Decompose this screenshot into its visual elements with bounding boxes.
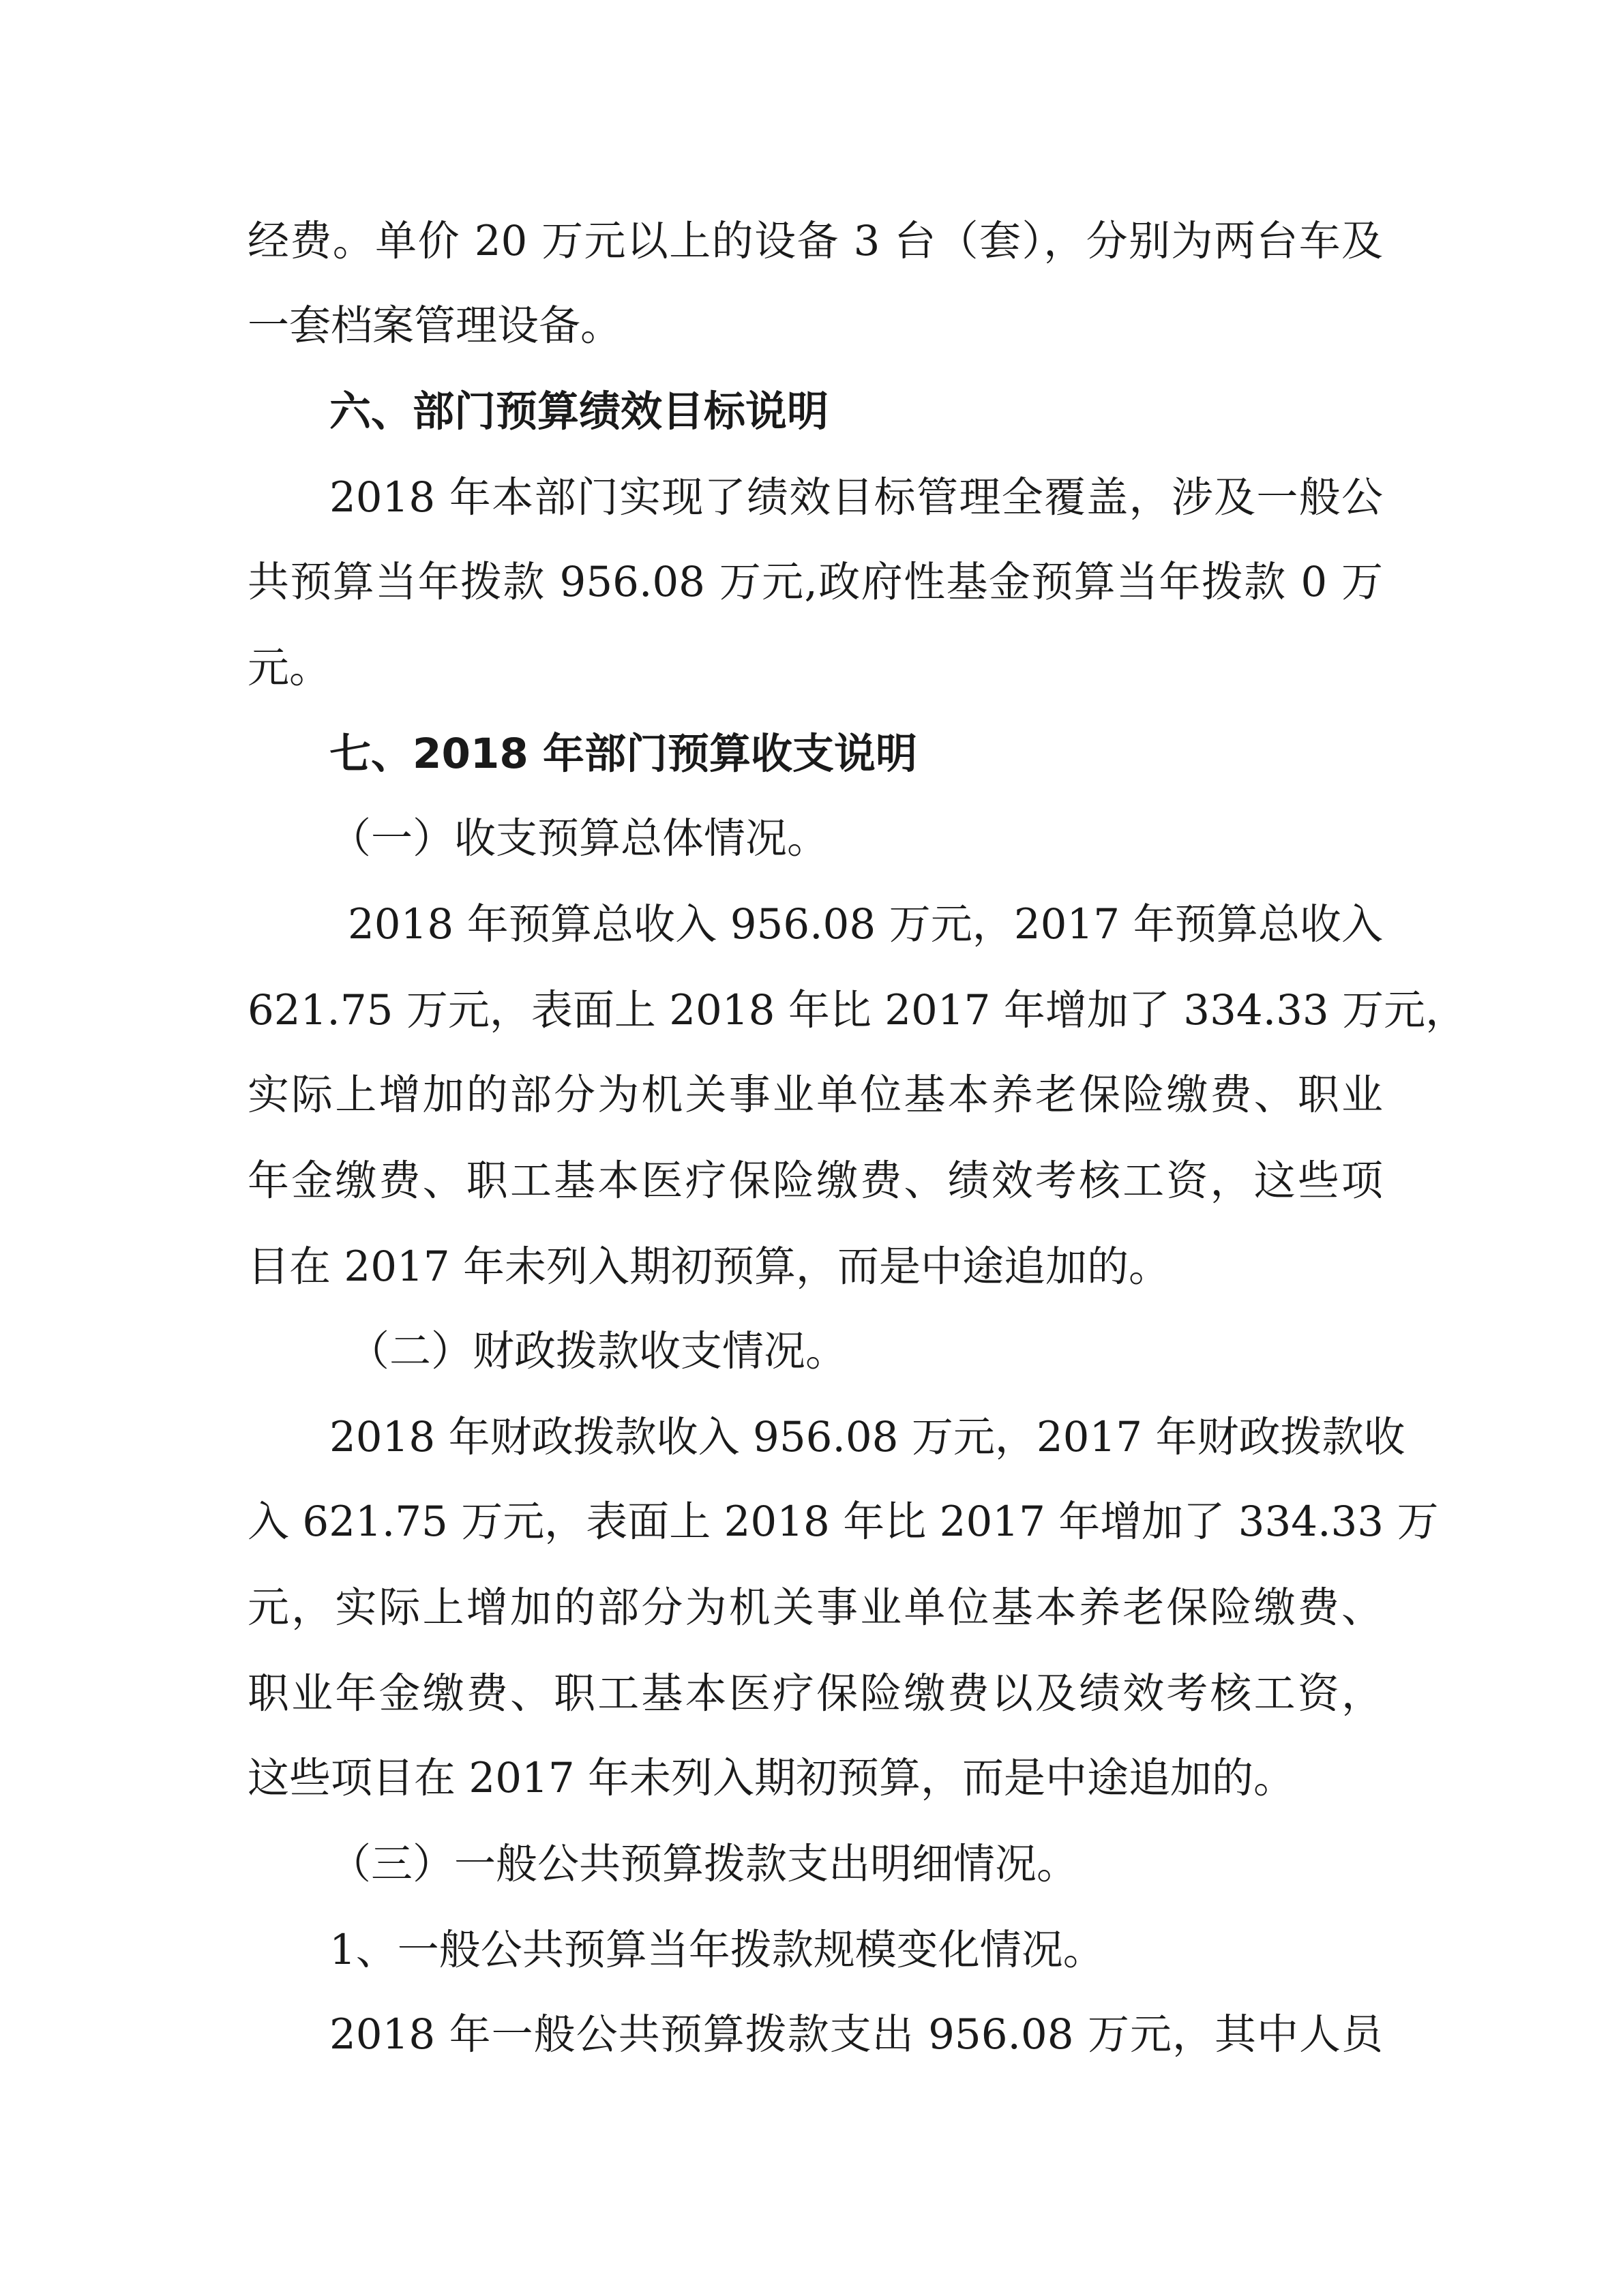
- body-text-line: 职业年金缴费、职工基本医疗保险缴费以及绩效考核工资，: [248, 1669, 1383, 1718]
- body-text-line: 2018 年财政拨款收入 956.08 万元，2017 年财政拨款收: [329, 1413, 1405, 1461]
- subsection-heading: （三）一般公共预算拨款支出明细情况。: [329, 1840, 1079, 1888]
- subsection-heading: 1、一般公共预算当年拨款规模变化情况。: [329, 1926, 1105, 1974]
- body-text-line: 实际上增加的部分为机关事业单位基本养老保险缴费、职业: [248, 1071, 1383, 1119]
- body-text-line: 共预算当年拨款 956.08 万元,政府性基金预算当年拨款 0 万: [248, 558, 1383, 606]
- section-heading: 六、部门预算绩效目标说明: [329, 387, 829, 436]
- body-text-line: 目在 2017 年未列入期初预算，而是中途追加的。: [248, 1242, 1171, 1291]
- body-text-line: 年金缴费、职工基本医疗保险缴费、绩效考核工资，这些项: [248, 1157, 1383, 1205]
- subsection-heading: （一）收支预算总体情况。: [329, 814, 829, 863]
- body-text-line: 2018 年一般公共预算拨款支出 956.08 万元，其中人员: [329, 2010, 1383, 2059]
- body-text-line: 621.75 万元，表面上 2018 年比 2017 年增加了 334.33 万元，: [248, 986, 1468, 1034]
- body-text-line: 经费。单价 20 万元以上的设备 3 台（套），分别为两台车及: [248, 217, 1383, 265]
- body-text-line: 一套档案管理设备。: [248, 301, 623, 350]
- body-text-line: 2018 年预算总收入 956.08 万元，2017 年预算总收入: [348, 900, 1383, 949]
- body-text-line: 这些项目在 2017 年未列入期初预算，而是中途追加的。: [248, 1754, 1296, 1802]
- body-text-line: 元，实际上增加的部分为机关事业单位基本养老保险缴费、: [248, 1583, 1383, 1632]
- body-text-line: 2018 年本部门实现了绩效目标管理全覆盖，涉及一般公: [329, 473, 1383, 522]
- section-heading: 七、2018 年部门预算收支说明: [329, 730, 918, 778]
- body-text-line: 元。: [248, 644, 331, 692]
- body-text-line: 入 621.75 万元，表面上 2018 年比 2017 年增加了 334.33 万: [248, 1497, 1439, 1546]
- subsection-heading: （二）财政拨款收支情况。: [348, 1327, 848, 1375]
